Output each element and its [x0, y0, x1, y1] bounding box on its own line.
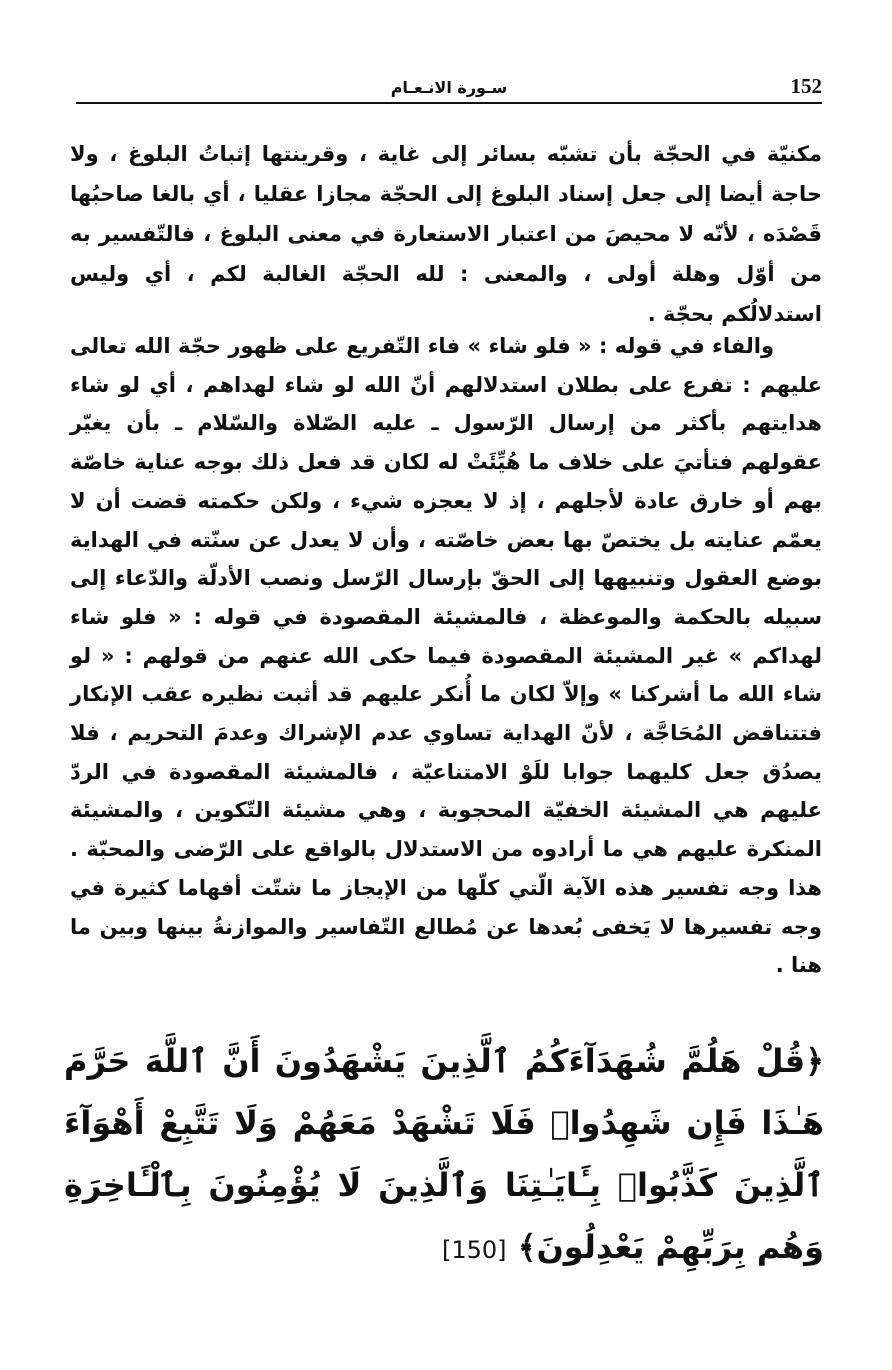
- quran-verse: [64, 1030, 824, 1281]
- page-number: 152: [790, 74, 822, 98]
- page-header: [76, 72, 822, 104]
- commentary-paragraph-1: مكنيّة في الحجّة بأن تشبّه بسائر إلى غاية ، وقرينتها إثباتُ البلوغ ، ولا حاجة أيضا إلى جعل إسناد البلوغ إلى الحجّة مجازا عقليا ، أي بالغا صاحبُها قَصْدَه ، لأنّه لا محيصَ من اعتبار الاستعارة في معنى البلوغ ، فالتّفسير به من أوّل وهلة أولى ، والمعنى : لله الحجّة الغالبة لكم ، أي وليس استدلالُكم بحجّة .: [70, 142, 822, 326]
- commentary-paragraph-2: والفاء في قوله : « فلو شاء » فاء التّفريع على ظهور حجّة الله تعالى عليهم : تفرع على بطلان استدلالهم أنّ الله لو شاء لهداهم ، أي لو شاء هدايتهم بأكثر من إرسال الرّسول ـ عليه الصّلاة والسّلام ـ بأن يغيّر عقولهم فتأتيَ على خلاف ما هُيِّئَتْ له لكان قد فعل ذلك بوجه عناية خاصّة بهم أو خارق عادة لأجلهم ، إذ لا يعجزه شيء ، ولكن حكمته قضت أن لا يعمّم عنايته بل يختصّ بها بعض خاصّته ، وأن لا يعدل عن سنّته في الهداية بوضع العقول وتنبيهها إلى الحقّ بإرسال الرّسل ونصب الأدلّة والدّعاء إلى سبيله بالحكمة والموعظة ، فالمشيئة المقصودة في قوله : « فلو شاء لهداكم » غير المشيئة المقصودة فيما حكى الله عنهم من قولهم : « لو شاء الله ما أشركنا » وإلاّ لكان ما أُنكر عليهم قد أثبت نظيره عقب الإنكار فتتناقض المُحَاجَّة ، لأنّ الهداية تساوي عدم الإشراك وعدمَ التحريم ، فلا يصدُق جعل كليهما جوابا للَوْ الامتناعيّة ، فالمشيئة المقصودة في الردّ عليهم هي المشيئة الخفيّة المحجوبة ، وهي مشيئة التّكوين ، والمشيئة المنكرة عليهم هي ما أرادوه من الاستدلال بالواقع على الرّضى والمحبّة . هذا وجه تفسير هذه الآية الّتي كلّها من الإيجاز ما شتّت أفهاما كثيرة في وجه تفسيرها لا يَخفى بُعدها عن مُطالع التّفاسير والموازنةُ بينها وبين ما هنا .: [70, 334, 822, 978]
- verse-number: [150]: [441, 1236, 507, 1264]
- surah-title: سـورة الانـعـام: [390, 78, 508, 97]
- verse-text: ﴿قُلْ هَلُمَّ شُهَدَآءَكُمُ ٱلَّذِينَ يَشْهَدُونَ أَنَّ ٱللَّهَ حَرَّمَ هَـٰذَا فَإِن شَهِدُوا۟ فَلَا تَشْهَدْ مَعَهُمْ وَلَا تَتَّبِعْ أَهْوَآءَ ٱلَّذِينَ كَذَّبُوا۟ بِـَٔايَـٰتِنَا وَٱلَّذِينَ لَا يُؤْمِنُونَ بِٱلْـَٔاخِرَةِ وَهُم بِرَبِّهِمْ يَعْدِلُونَ﴾: [64, 1042, 824, 1266]
